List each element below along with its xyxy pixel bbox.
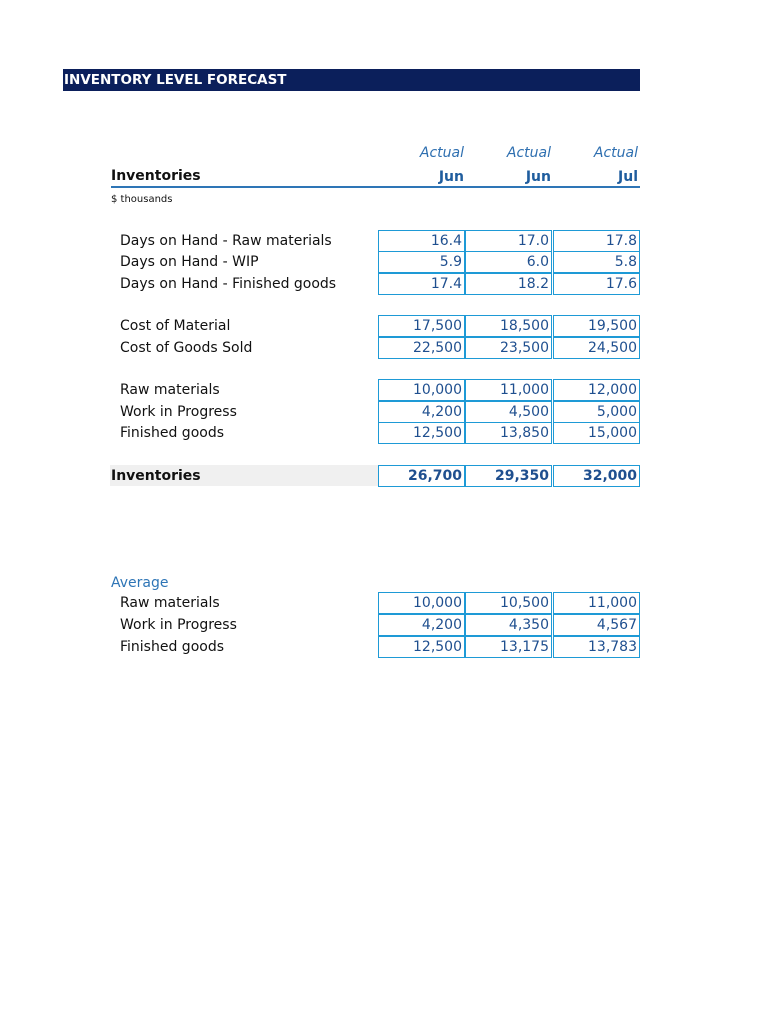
cell-finished-goods-2[interactable]: 13,850 xyxy=(465,422,552,444)
column-type-2: Actual xyxy=(506,145,551,161)
cell-cogs-3[interactable]: 24,500 xyxy=(553,337,640,359)
cell-cost-material-3[interactable]: 19,500 xyxy=(553,315,640,337)
cell-cogs-1[interactable]: 22,500 xyxy=(378,337,465,359)
column-period-1: Jun xyxy=(438,169,464,185)
row-label-cost-material: Cost of Material xyxy=(120,318,231,334)
average-title: Average xyxy=(111,575,169,591)
cell-avg-raw-1[interactable]: 10,000 xyxy=(378,592,465,614)
cell-raw-materials-3[interactable]: 12,000 xyxy=(553,379,640,401)
cell-total-2[interactable]: 29,350 xyxy=(465,465,552,487)
cell-raw-materials-1[interactable]: 10,000 xyxy=(378,379,465,401)
cell-doh-raw-3[interactable]: 17.8 xyxy=(553,230,640,252)
cell-doh-wip-2[interactable]: 6.0 xyxy=(465,251,552,273)
column-period-3: Jul xyxy=(618,169,638,185)
row-label-avg-raw: Raw materials xyxy=(120,595,220,611)
header-underline xyxy=(111,186,640,188)
row-label-doh-finished: Days on Hand - Finished goods xyxy=(120,276,337,292)
cell-doh-finished-1[interactable]: 17.4 xyxy=(378,273,465,295)
cell-doh-raw-2[interactable]: 17.0 xyxy=(465,230,552,252)
cell-raw-materials-2[interactable]: 11,000 xyxy=(465,379,552,401)
cell-total-3[interactable]: 32,000 xyxy=(553,465,640,487)
page-title: INVENTORY LEVEL FORECAST xyxy=(63,69,640,91)
cell-avg-raw-3[interactable]: 11,000 xyxy=(553,592,640,614)
cell-wip-2[interactable]: 4,500 xyxy=(465,401,552,423)
cell-avg-wip-1[interactable]: 4,200 xyxy=(378,614,465,636)
cell-avg-raw-2[interactable]: 10,500 xyxy=(465,592,552,614)
cell-doh-raw-1[interactable]: 16.4 xyxy=(378,230,465,252)
cell-avg-wip-3[interactable]: 4,567 xyxy=(553,614,640,636)
row-label-wip: Work in Progress xyxy=(120,404,237,420)
row-label-raw-materials: Raw materials xyxy=(120,382,220,398)
cell-doh-wip-1[interactable]: 5.9 xyxy=(378,251,465,273)
cell-finished-goods-1[interactable]: 12,500 xyxy=(378,422,465,444)
units-label: $ thousands xyxy=(111,194,173,205)
cell-wip-1[interactable]: 4,200 xyxy=(378,401,465,423)
row-label-cogs: Cost of Goods Sold xyxy=(120,340,253,356)
cell-avg-wip-2[interactable]: 4,350 xyxy=(465,614,552,636)
cell-avg-finished-2[interactable]: 13,175 xyxy=(465,636,552,658)
cell-avg-finished-3[interactable]: 13,783 xyxy=(553,636,640,658)
cell-doh-wip-3[interactable]: 5.8 xyxy=(553,251,640,273)
row-label-avg-wip: Work in Progress xyxy=(120,617,237,633)
row-label-doh-wip: Days on Hand - WIP xyxy=(120,254,259,270)
section-title: Inventories xyxy=(111,168,201,184)
row-label-avg-finished: Finished goods xyxy=(120,639,225,655)
cell-wip-3[interactable]: 5,000 xyxy=(553,401,640,423)
cell-avg-finished-1[interactable]: 12,500 xyxy=(378,636,465,658)
cell-doh-finished-3[interactable]: 17.6 xyxy=(553,273,640,295)
cell-cost-material-2[interactable]: 18,500 xyxy=(465,315,552,337)
cell-doh-finished-2[interactable]: 18.2 xyxy=(465,273,552,295)
cell-finished-goods-3[interactable]: 15,000 xyxy=(553,422,640,444)
column-period-2: Jun xyxy=(525,169,551,185)
row-label-finished-goods: Finished goods xyxy=(120,425,225,441)
cell-total-1[interactable]: 26,700 xyxy=(378,465,465,487)
column-type-1: Actual xyxy=(419,145,464,161)
cell-cogs-2[interactable]: 23,500 xyxy=(465,337,552,359)
cell-cost-material-1[interactable]: 17,500 xyxy=(378,315,465,337)
column-type-3: Actual xyxy=(593,145,638,161)
row-label-doh-raw: Days on Hand - Raw materials xyxy=(120,233,332,249)
total-label: Inventories xyxy=(111,468,201,484)
